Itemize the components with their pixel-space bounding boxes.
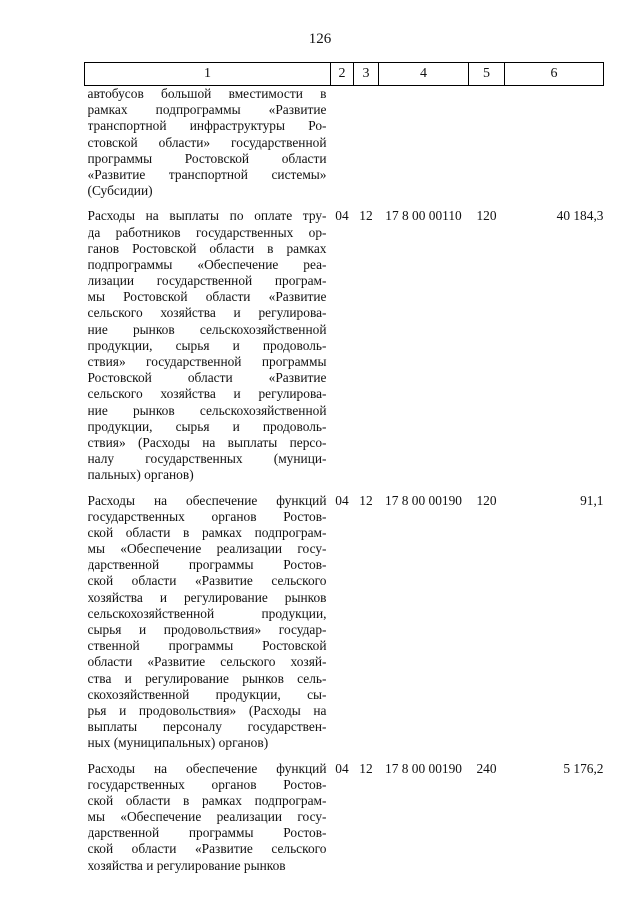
expense-name-line: стовской области» государственной xyxy=(87,134,327,150)
expense-name-line: ствия» государственной программы xyxy=(87,354,327,369)
row-spacer xyxy=(85,752,604,761)
column-header-rz: 2 xyxy=(331,63,354,86)
target-article-cell: 17 8 00 00110 xyxy=(385,208,462,224)
expense-type-cell: 120 xyxy=(476,492,497,508)
expense-name-line: ственной программы Ростовской xyxy=(87,638,327,654)
column-header-csr: 4 xyxy=(379,63,469,86)
expense-name-line: рамках подпрограммы «Развитие xyxy=(87,102,327,118)
expense-name-line: хозяйства и регулирование рынков xyxy=(87,589,327,605)
expense-name-line: ганов Ростовской области в рамках xyxy=(87,240,327,256)
expense-name-line: программы Ростовской области xyxy=(87,150,327,166)
budget-table xyxy=(84,62,604,874)
expense-name-line: Ростовской области «Развитие xyxy=(87,370,327,386)
expense-name-line: Расходы на обеспечение функций xyxy=(87,492,327,508)
expense-name-line: ской области «Развитие сельского xyxy=(87,841,327,857)
target-article-cell: 17 8 00 00190 xyxy=(385,760,462,776)
expense-name-line: ской области в рамках подпрограм- xyxy=(87,524,327,540)
table-row xyxy=(85,208,604,483)
expense-name-line: продукции, сырья и продоволь- xyxy=(87,337,327,353)
amount-cell xyxy=(505,86,604,200)
expense-name-line: мы Ростовской области «Развитие xyxy=(87,289,327,305)
section-code-cell: 04 xyxy=(335,492,349,508)
section-code-cell: 04 xyxy=(335,760,349,776)
expense-name-line: (Субсидии) xyxy=(87,183,153,199)
expense-name-line: государственных органов Ростов- xyxy=(87,508,327,524)
table-row xyxy=(85,86,604,200)
amount-cell: 91,1 xyxy=(580,492,604,508)
expense-name-cell xyxy=(85,761,331,874)
subsection-code-cell xyxy=(354,86,379,200)
expense-name-line: дарственной программы Ростов- xyxy=(87,825,327,841)
expense-type-cell: 240 xyxy=(476,760,497,776)
expense-name-line: государственных органов Ростов- xyxy=(87,776,327,792)
expense-type-cell: 120 xyxy=(476,208,497,224)
expense-name-line: ства и регулирование рынков сель- xyxy=(87,670,327,686)
table-body xyxy=(85,86,604,874)
row-spacer xyxy=(85,199,604,208)
expense-name-line: транспортной инфраструктуры Ро- xyxy=(87,118,327,134)
expense-name-line: Расходы на обеспечение функций xyxy=(87,760,327,776)
expense-name-line: мы «Обеспечение реализации госу- xyxy=(87,809,327,825)
amount-cell: 5 176,2 xyxy=(563,760,604,776)
section-code-cell: 04 xyxy=(335,208,349,224)
column-header-pr: 3 xyxy=(354,63,379,86)
expense-name-line: сельского хозяйства и регулирова- xyxy=(87,386,327,402)
expense-name-line: налу государственных (муници- xyxy=(87,451,327,467)
expense-name-line: области «Развитие сельского хозяй- xyxy=(87,654,327,670)
expense-name-line: подпрограммы «Обеспечение реа- xyxy=(87,256,327,272)
expense-name-line: рья и продовольствия» (Расходы на xyxy=(87,702,327,718)
expense-name-line: сельского хозяйства и регулирова- xyxy=(87,305,327,321)
expense-name-line: ской области «Развитие сельского xyxy=(87,573,327,589)
table-row xyxy=(85,493,604,752)
expense-name-line: сельскохозяйственной продукции, xyxy=(87,605,327,621)
expense-name-line: мы «Обеспечение реализации госу- xyxy=(87,541,327,557)
expense-name-line: выплаты персоналу государствен- xyxy=(87,719,327,735)
table-row xyxy=(85,761,604,874)
expense-name-line: ных (муниципальных) органов) xyxy=(87,735,269,751)
amount-cell: 40 184,3 xyxy=(556,208,604,224)
section-code-cell xyxy=(331,86,354,200)
expense-name-line: пальных) органов) xyxy=(87,467,194,483)
expense-name-line: ской области в рамках подпрограм- xyxy=(87,792,327,808)
table-header xyxy=(85,63,604,86)
expense-name-cell xyxy=(85,86,331,200)
expense-name-line: продукции, сырья и продоволь- xyxy=(87,418,327,434)
expense-name-cell xyxy=(85,493,331,752)
expense-type-cell xyxy=(469,86,505,200)
row-spacer xyxy=(85,484,604,493)
subsection-code-cell: 12 xyxy=(359,492,373,508)
column-header-sum: 6 xyxy=(505,63,604,86)
target-article-cell: 17 8 00 00190 xyxy=(385,492,462,508)
expense-name-line: лизации государственной програм- xyxy=(87,273,327,289)
expense-name-line: сырья и продовольствия» государ- xyxy=(87,622,327,637)
column-header-vr: 5 xyxy=(469,63,505,86)
expense-name-line: хозяйства и регулирование рынков xyxy=(87,857,286,873)
expense-name-line: дарственной программы Ростов- xyxy=(87,557,327,573)
expense-name-cell xyxy=(85,208,331,483)
subsection-code-cell: 12 xyxy=(359,208,373,224)
expense-name-line: ние рынков сельскохозяйственной xyxy=(87,321,327,337)
expense-name-line: ствия» (Расходы на выплаты персо- xyxy=(87,434,327,450)
expense-name-line: автобусов большой вместимости в xyxy=(87,86,327,101)
expense-name-line: Расходы на выплаты по оплате тру- xyxy=(87,208,327,224)
expense-name-line: да работников государственных ор- xyxy=(87,224,327,240)
page-number: 126 xyxy=(308,31,332,47)
column-header-name: 1 xyxy=(85,63,331,86)
target-article-cell xyxy=(379,86,469,200)
expense-name-line: «Развитие транспортной системы» xyxy=(87,166,327,182)
expense-name-line: скохозяйственной продукции, сы- xyxy=(87,686,327,702)
subsection-code-cell: 12 xyxy=(359,760,373,776)
expense-name-line: ние рынков сельскохозяйственной xyxy=(87,402,327,418)
